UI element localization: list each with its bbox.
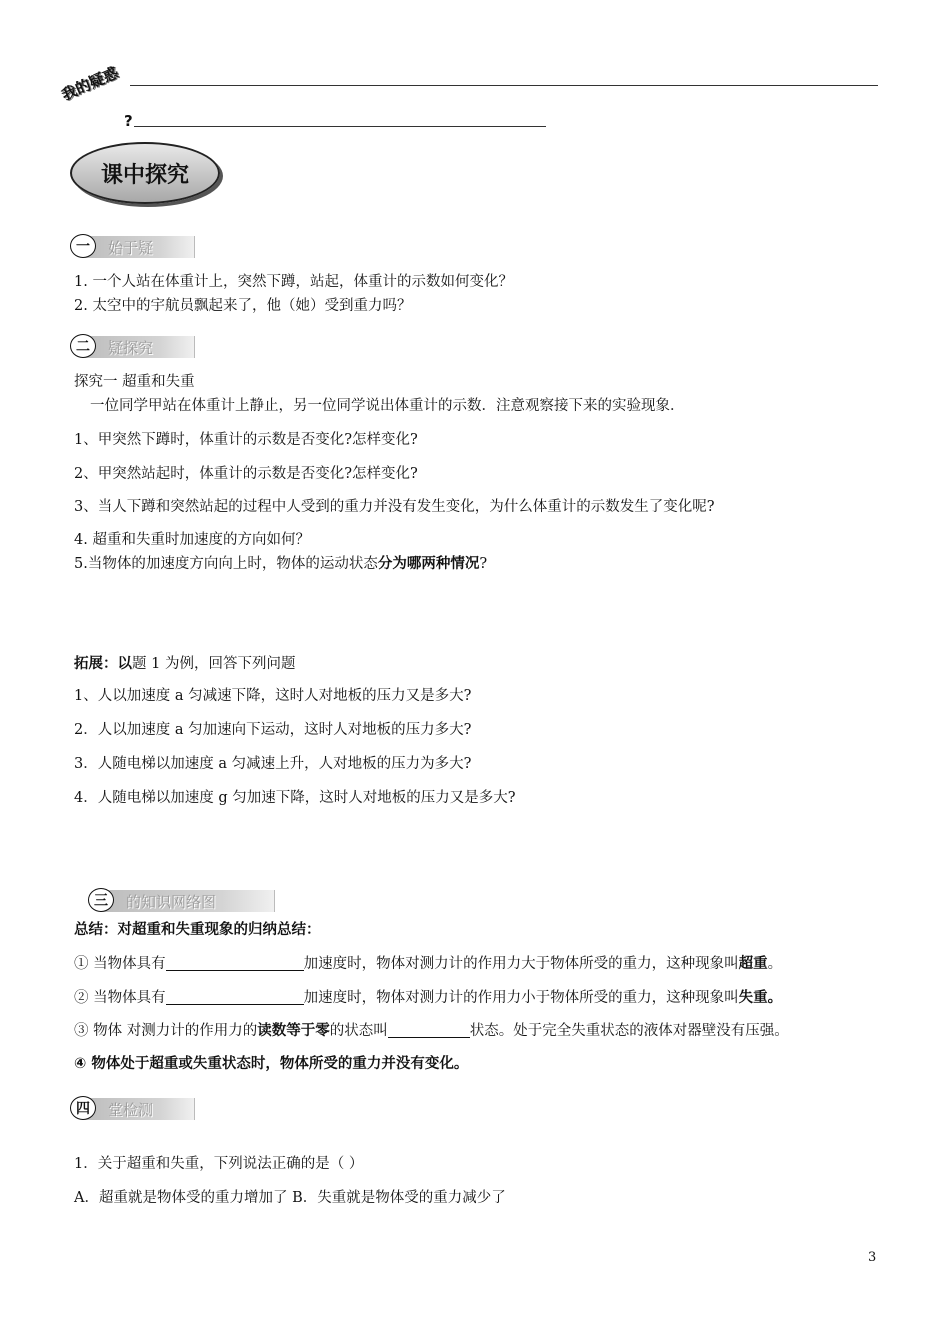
quiz-options: A．超重就是物体受的重力增加了 B．失重就是物体受的重力减少了: [74, 1190, 506, 1206]
section-header-2: [70, 334, 194, 358]
summary-line-4: ④ 物体处于超重或失重状态时，物体所受的重力并没有变化。: [74, 1056, 469, 1072]
section-label: 的知识网络图: [126, 893, 217, 911]
header-rule: [130, 85, 878, 86]
section-number: 二: [70, 334, 96, 358]
extension-2: 2．人以加速度 a 匀加速向下运动，这时人对地板的压力多大?: [74, 722, 472, 738]
s2-heading: 探究一 超重和失重: [74, 374, 195, 390]
s2-question-3: 3、当人下蹲和突然站起的过程中人受到的重力并没有发生变化，为什么体重计的示数发生了变化呢?: [74, 499, 715, 515]
section-header-3: [88, 888, 274, 912]
s2-question-5: 5.当物体的加速度方向向上时，物体的运动状态分为哪两种情况?: [74, 556, 488, 572]
section-label: 疑探究: [108, 339, 154, 357]
summary-line-1: ① 当物体具有 加速度时，物体对测力计的作用力大于物体所受的重力，这种现象叫超重。: [74, 956, 783, 972]
section-number: 四: [70, 1096, 96, 1120]
s2-intro: 一位同学甲站在体重计上静止，另一位同学说出体重计的示数．注意观察接下来的实验现象．: [90, 398, 685, 414]
quiz-question-1: 1．关于超重和失重，下列说法正确的是（ ）: [74, 1156, 364, 1172]
doubt-title: 我的疑惑: [58, 63, 121, 105]
summary-line-3: ③ 物体 对测力计的作用力的读数等于零的状态叫 状态。处于完全失重状态的液体对器壁没有压强。: [74, 1023, 789, 1039]
extension-4: 4．人随电梯以加速度 g 匀加速下降，这时人对地板的压力又是多大?: [74, 790, 516, 806]
s1-item-1: 1. 一个人站在体重计上，突然下蹲，站起，体重计的示数如何变化？: [74, 274, 513, 290]
emphasis: 分为哪两种情况: [377, 556, 480, 572]
extension-3: 3．人随电梯以加速度 a 匀减速上升，人对地板的压力为多大?: [74, 756, 472, 772]
s2-question-2: 2、甲突然站起时，体重计的示数是否变化?怎样变化?: [74, 466, 418, 482]
fill-blank[interactable]: [166, 988, 304, 1005]
fill-blank[interactable]: [388, 1021, 470, 1038]
fill-blank[interactable]: [166, 954, 304, 971]
section-label: 堂检测: [108, 1101, 154, 1119]
summary-line-2: ② 当物体具有 加速度时，物体对测力计的作用力小于物体所受的重力，这种现象叫失重。: [74, 990, 783, 1006]
page-number: 3: [868, 1250, 877, 1265]
summary-heading: 总结：对超重和失重现象的归纳总结：: [74, 922, 321, 938]
s2-question-4: 4. 超重和失重时加速度的方向如何？: [74, 532, 310, 548]
question-mark: ?: [124, 112, 133, 130]
section-header-4: [70, 1096, 194, 1120]
section-label: 始于疑: [108, 239, 154, 257]
question-answer-line: [134, 126, 546, 127]
extension-heading: 拓展：以题 1 为例，回答下列问题: [74, 656, 296, 672]
lesson-banner: 课中探究: [70, 142, 220, 204]
s2-question-1: 1、甲突然下蹲时，体重计的示数是否变化?怎样变化?: [74, 432, 418, 448]
s1-item-2: 2. 太空中的宇航员飘起来了，他（她）受到重力吗？: [74, 298, 412, 314]
section-number: 一: [70, 234, 96, 258]
section-header-1: [70, 234, 194, 258]
extension-1: 1、人以加速度 a 匀减速下降，这时人对地板的压力又是多大?: [74, 688, 472, 704]
section-number: 三: [88, 888, 114, 912]
